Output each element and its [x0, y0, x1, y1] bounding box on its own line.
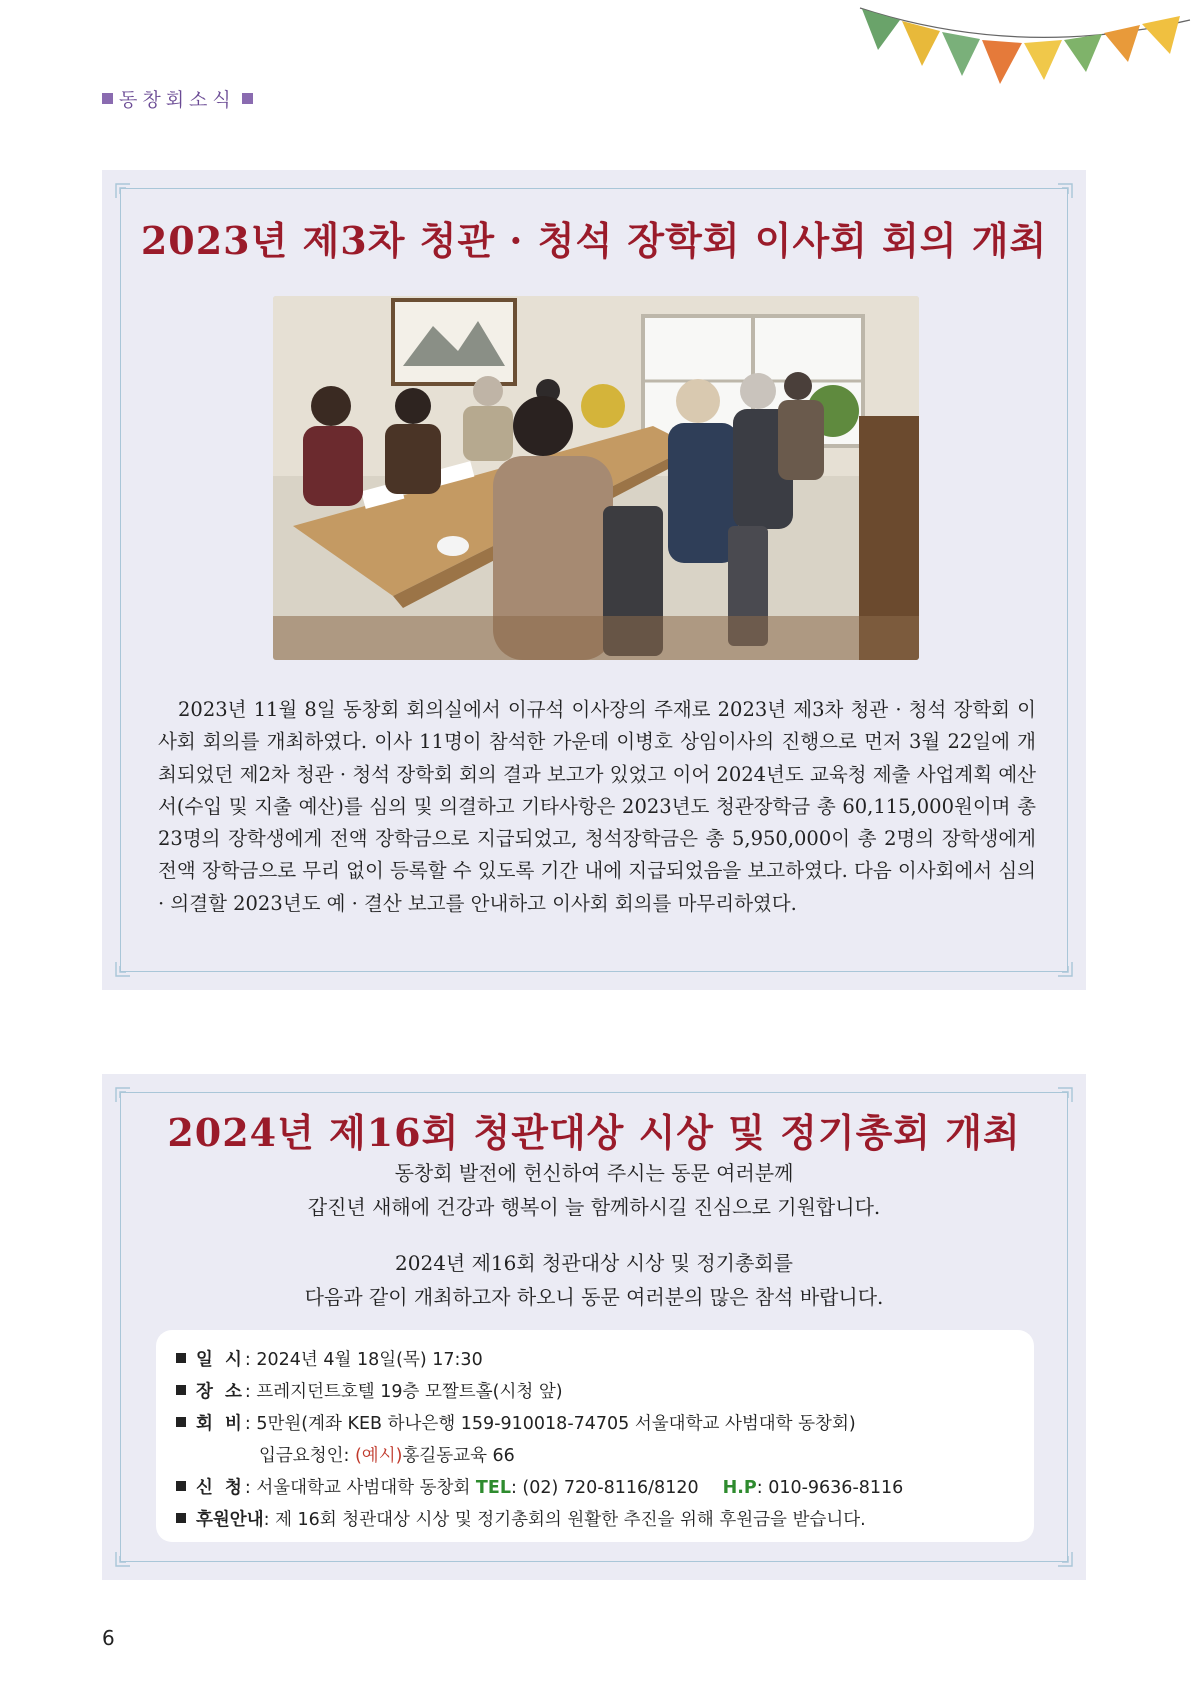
square-bullet-icon — [176, 1513, 186, 1523]
info-value: : 제 16회 청관대상 시상 및 정기총회의 원활한 추진을 위해 후원금을 받습니다. — [263, 1510, 866, 1530]
invitation-block — [102, 1246, 1086, 1314]
info-row-fee — [176, 1410, 856, 1435]
square-bullet-icon — [176, 1353, 186, 1363]
greeting-line: 갑진년 새해에 건강과 행복이 늘 함께하시길 진심으로 기원합니다. — [307, 1195, 881, 1219]
info-label: 신 청 — [196, 1478, 245, 1498]
article-meeting-panel — [102, 170, 1086, 990]
meeting-photo — [273, 296, 919, 660]
article-ceremony-title: 2024년 제16회 청관대상 시상 및 정기총회 개최 — [167, 1110, 1021, 1155]
info-value: : 5만원(계좌 KEB 하나은행 159-910018-74705 서울대학교 사범대학 동창회) — [244, 1414, 856, 1434]
info-row-date — [176, 1346, 483, 1371]
event-info-box — [156, 1330, 1034, 1542]
info-value: : 프레지던트호텔 19층 모짤트홀(시청 앞) — [244, 1382, 563, 1402]
greeting-block — [102, 1156, 1086, 1224]
info-label: 후원안내 — [196, 1510, 264, 1530]
info-row-depositor — [259, 1442, 515, 1467]
info-value: 입금요청인: — [259, 1446, 355, 1466]
info-label: 회 비 — [196, 1414, 245, 1434]
square-bullet-icon — [102, 93, 113, 104]
corner-ornament-icon — [1056, 960, 1074, 978]
info-row-apply — [176, 1474, 903, 1499]
article-meeting-title: 2023년 제3차 청관 · 청석 장학회 이사회 회의 개최 — [140, 218, 1048, 263]
depositor-example: (예시) — [354, 1446, 403, 1466]
depositor-name: 홍길동교육 66 — [402, 1446, 515, 1466]
square-bullet-icon — [176, 1385, 186, 1395]
info-row-sponsor — [176, 1506, 866, 1531]
corner-ornament-icon — [1056, 1550, 1074, 1568]
info-label: 일 시 — [196, 1350, 245, 1370]
info-value: : 2024년 4월 18일(목) 17:30 — [244, 1350, 483, 1370]
hp-value: : 010-9636-8116 — [756, 1478, 904, 1498]
bunting-decoration — [840, 0, 1200, 95]
info-row-place — [176, 1378, 563, 1403]
invitation-line: 다음과 같이 개최하고자 하오니 동문 여러분의 많은 참석 바랍니다. — [304, 1285, 884, 1309]
hp-label: H.P — [722, 1478, 757, 1498]
section-tag-label: 동창회소식 — [119, 88, 236, 111]
tel-label: TEL — [475, 1478, 511, 1498]
info-label: 장 소 — [196, 1382, 245, 1402]
page-number: 6 — [102, 1626, 115, 1650]
section-tag — [102, 86, 253, 110]
corner-ornament-icon — [114, 1550, 132, 1568]
square-bullet-icon — [176, 1481, 186, 1491]
invitation-line: 2024년 제16회 청관대상 시상 및 정기총회를 — [395, 1251, 793, 1275]
square-bullet-icon — [242, 93, 253, 104]
info-value: : 서울대학교 사범대학 동창회 — [244, 1478, 476, 1498]
article-ceremony-panel — [102, 1074, 1086, 1580]
corner-ornament-icon — [114, 182, 132, 200]
article-meeting-body: 2023년 11월 8일 동창회 회의실에서 이규석 이사장의 주재로 2023년 제3차 청관 · 청석 장학회 이사회 회의를 개최하였다. 이사 11명이 참석한 가운데 이병호 상임이사의 진행으로 먼저 3월 22일에 개최되었던 제2차 청관 · 청석 장학회 회의 결과 보고가 있었고 이어 2024년도 교육청 제출 사업계획 예산서(수입 및 지출 예산)를 심의 및 의결하고 기타사항은 2023년도 청관장학금 총 60,115,000원이며 총 23명의 장학생에게 전액 장학금으로 지급되었고, 청석장학금은 총 5,950,000이 총 2명의 장학생에게 전액 장학금으로 무리 없이 등록할 수 있도록 기간 내에 지급되었음을 보고하였다. 다음 이사회에서 심의 · 의결할 2023년도 예 · 결산 보고를 안내하고 이사회 회의를 마무리하였다. — [158, 698, 1036, 915]
corner-ornament-icon — [114, 960, 132, 978]
corner-ornament-icon — [1056, 182, 1074, 200]
tel-value: : (02) 720-8116/8120 — [510, 1478, 699, 1498]
greeting-line: 동창회 발전에 헌신하여 주시는 동문 여러분께 — [394, 1161, 794, 1185]
square-bullet-icon — [176, 1417, 186, 1427]
